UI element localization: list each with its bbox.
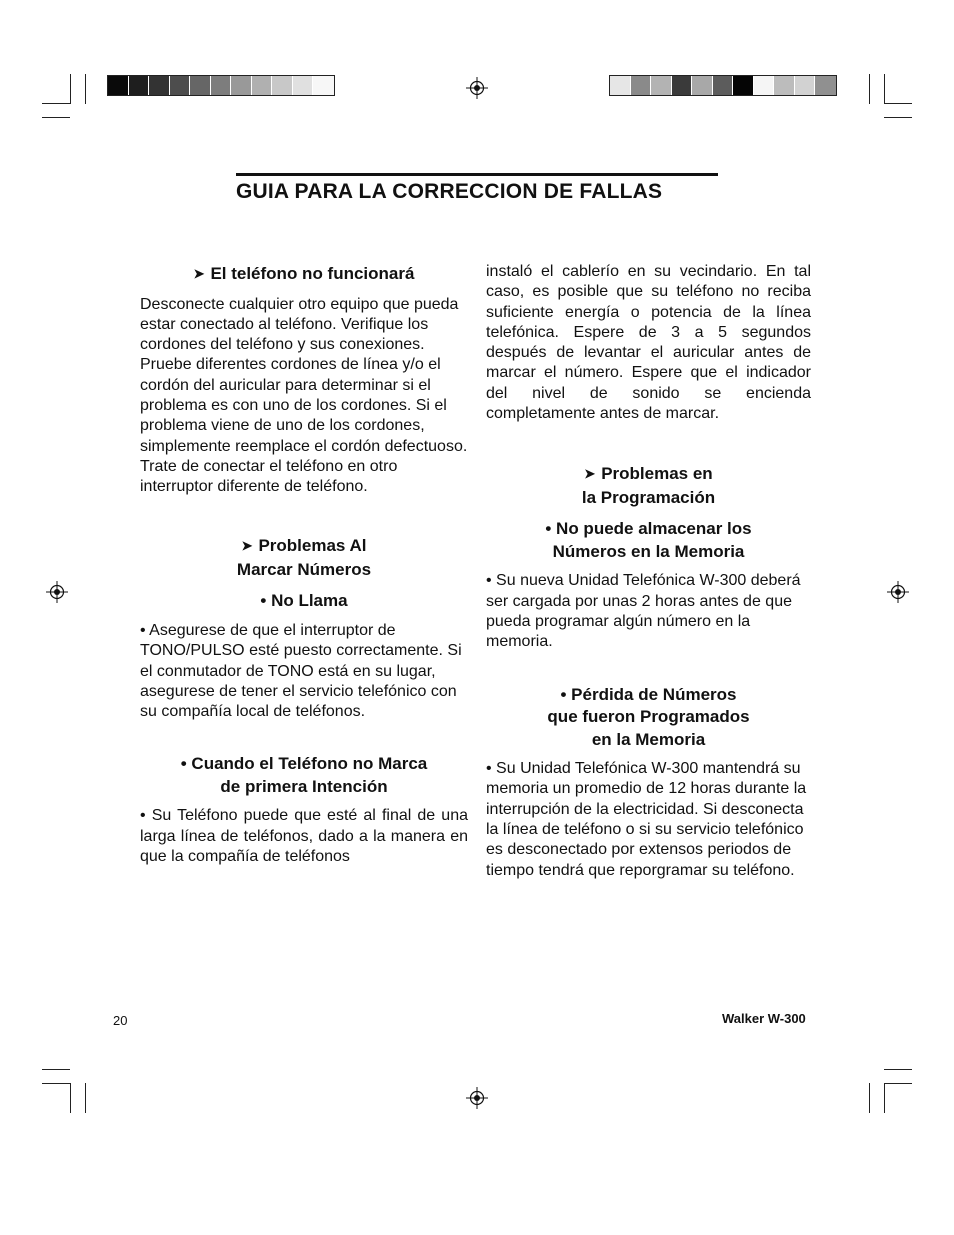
color-swatch — [815, 76, 836, 95]
color-swatch — [149, 76, 170, 95]
color-swatch — [631, 76, 652, 95]
color-swatch — [692, 76, 713, 95]
color-swatch — [651, 76, 672, 95]
color-bar-right — [609, 75, 837, 96]
subheading-line: Números en la Memoria — [552, 541, 745, 561]
arrow-bullet-icon: ➤ — [193, 266, 205, 281]
color-swatch — [293, 76, 314, 95]
page-title: GUIA PARA LA CORRECCION DE FALLAS — [236, 180, 663, 203]
paragraph: • Su Unidad Telefónica W-300 mantendrá su memoria un promedio de 12 horas durante la interrupción de la electricidad. Si desconecta la línea de teléfono o si su servicio telefónico es desconectado por extensos periodos de tiempo tendrá que reporgramar su teléfono. — [486, 760, 807, 879]
paragraph: • Su nueva Unidad Telefónica W-300 deberá ser cargada por unas 2 horas antes de que pueda programar algún número en la memoria. — [486, 572, 801, 651]
color-swatch — [713, 76, 734, 95]
paragraph: instaló el cablerío en su vecindario. En tal caso, es posible que su teléfono no reciba suficiente energía o potencia de la línea telefónica. Espere de 3 a 5 segundos después de levantar el auricular antes de marcar el número. Espere que el indicador del nivel de sonido se encienda completamente antes de marcar. — [486, 263, 811, 423]
color-swatch — [313, 76, 334, 95]
registration-mark-icon — [466, 1087, 488, 1109]
arrow-bullet-icon: ➤ — [584, 466, 596, 482]
paragraph: • Asegurese de que el interruptor de TONO/PULSO esté puesto correctamente. Si el conmutador de TONO está en su lugar, asegurese de tener el servicio telefónico con su compañía local de teléfonos. — [140, 621, 462, 721]
subheading-line: de primera Intención — [220, 776, 388, 796]
paragraph: Desconecte cualquier otro equipo que pueda estar conectado al teléfono. Verifique los cordones del teléfono y sus conexiones. Pruebe diferentes cordones de línea y/o el cordón del auricular para determinar si el problema es con uno de los cordones. Si el problema viene de uno de los cordones, simplemente reemplace el cordón defectuoso. Trate de conectar el teléfono en otro interruptor diferente de teléfono. — [140, 295, 468, 496]
color-swatch — [129, 76, 150, 95]
color-swatch — [170, 76, 191, 95]
subheading-line: en la Memoria — [591, 729, 706, 749]
registration-mark-icon — [466, 77, 488, 99]
registration-mark-icon — [887, 581, 909, 603]
page-number: 20 — [113, 1013, 128, 1028]
left-column — [140, 263, 468, 867]
section-heading-line: Marcar Números — [236, 559, 372, 579]
section-heading: ➤ El teléfono no funcionará — [193, 264, 415, 283]
color-swatch — [272, 76, 293, 95]
color-swatch — [211, 76, 232, 95]
paragraph: • Su Teléfono puede que esté al final de una larga línea de teléfonos, dado a la manera en que la compañía de teléfonos — [140, 807, 468, 866]
color-swatch — [108, 76, 129, 95]
section-heading-line: la Programación — [581, 487, 716, 507]
color-swatch — [231, 76, 252, 95]
subheading: • Cuando el Teléfono no Marca — [180, 754, 428, 774]
arrow-bullet-icon: ➤ — [241, 538, 253, 554]
color-swatch — [754, 76, 775, 95]
subheading: • No puede almacenar los — [545, 519, 752, 539]
subheading: • No Llama — [260, 591, 348, 611]
right-column — [486, 262, 811, 881]
color-swatch — [252, 76, 273, 95]
color-swatch — [610, 76, 631, 95]
section-heading: ➤ Problemas en — [584, 464, 713, 484]
section-heading: ➤ Problemas Al — [241, 536, 367, 556]
color-swatch — [190, 76, 211, 95]
color-bar-left — [107, 75, 335, 96]
title-rule — [236, 173, 718, 176]
subheading-line: que fueron Programados — [547, 707, 750, 727]
footer-brand: Walker W-300 — [722, 1011, 806, 1026]
color-swatch — [672, 76, 693, 95]
color-swatch — [774, 76, 795, 95]
color-swatch — [733, 76, 754, 95]
registration-mark-icon — [46, 581, 68, 603]
color-swatch — [795, 76, 816, 95]
subheading: • Pérdida de Números — [560, 684, 737, 704]
